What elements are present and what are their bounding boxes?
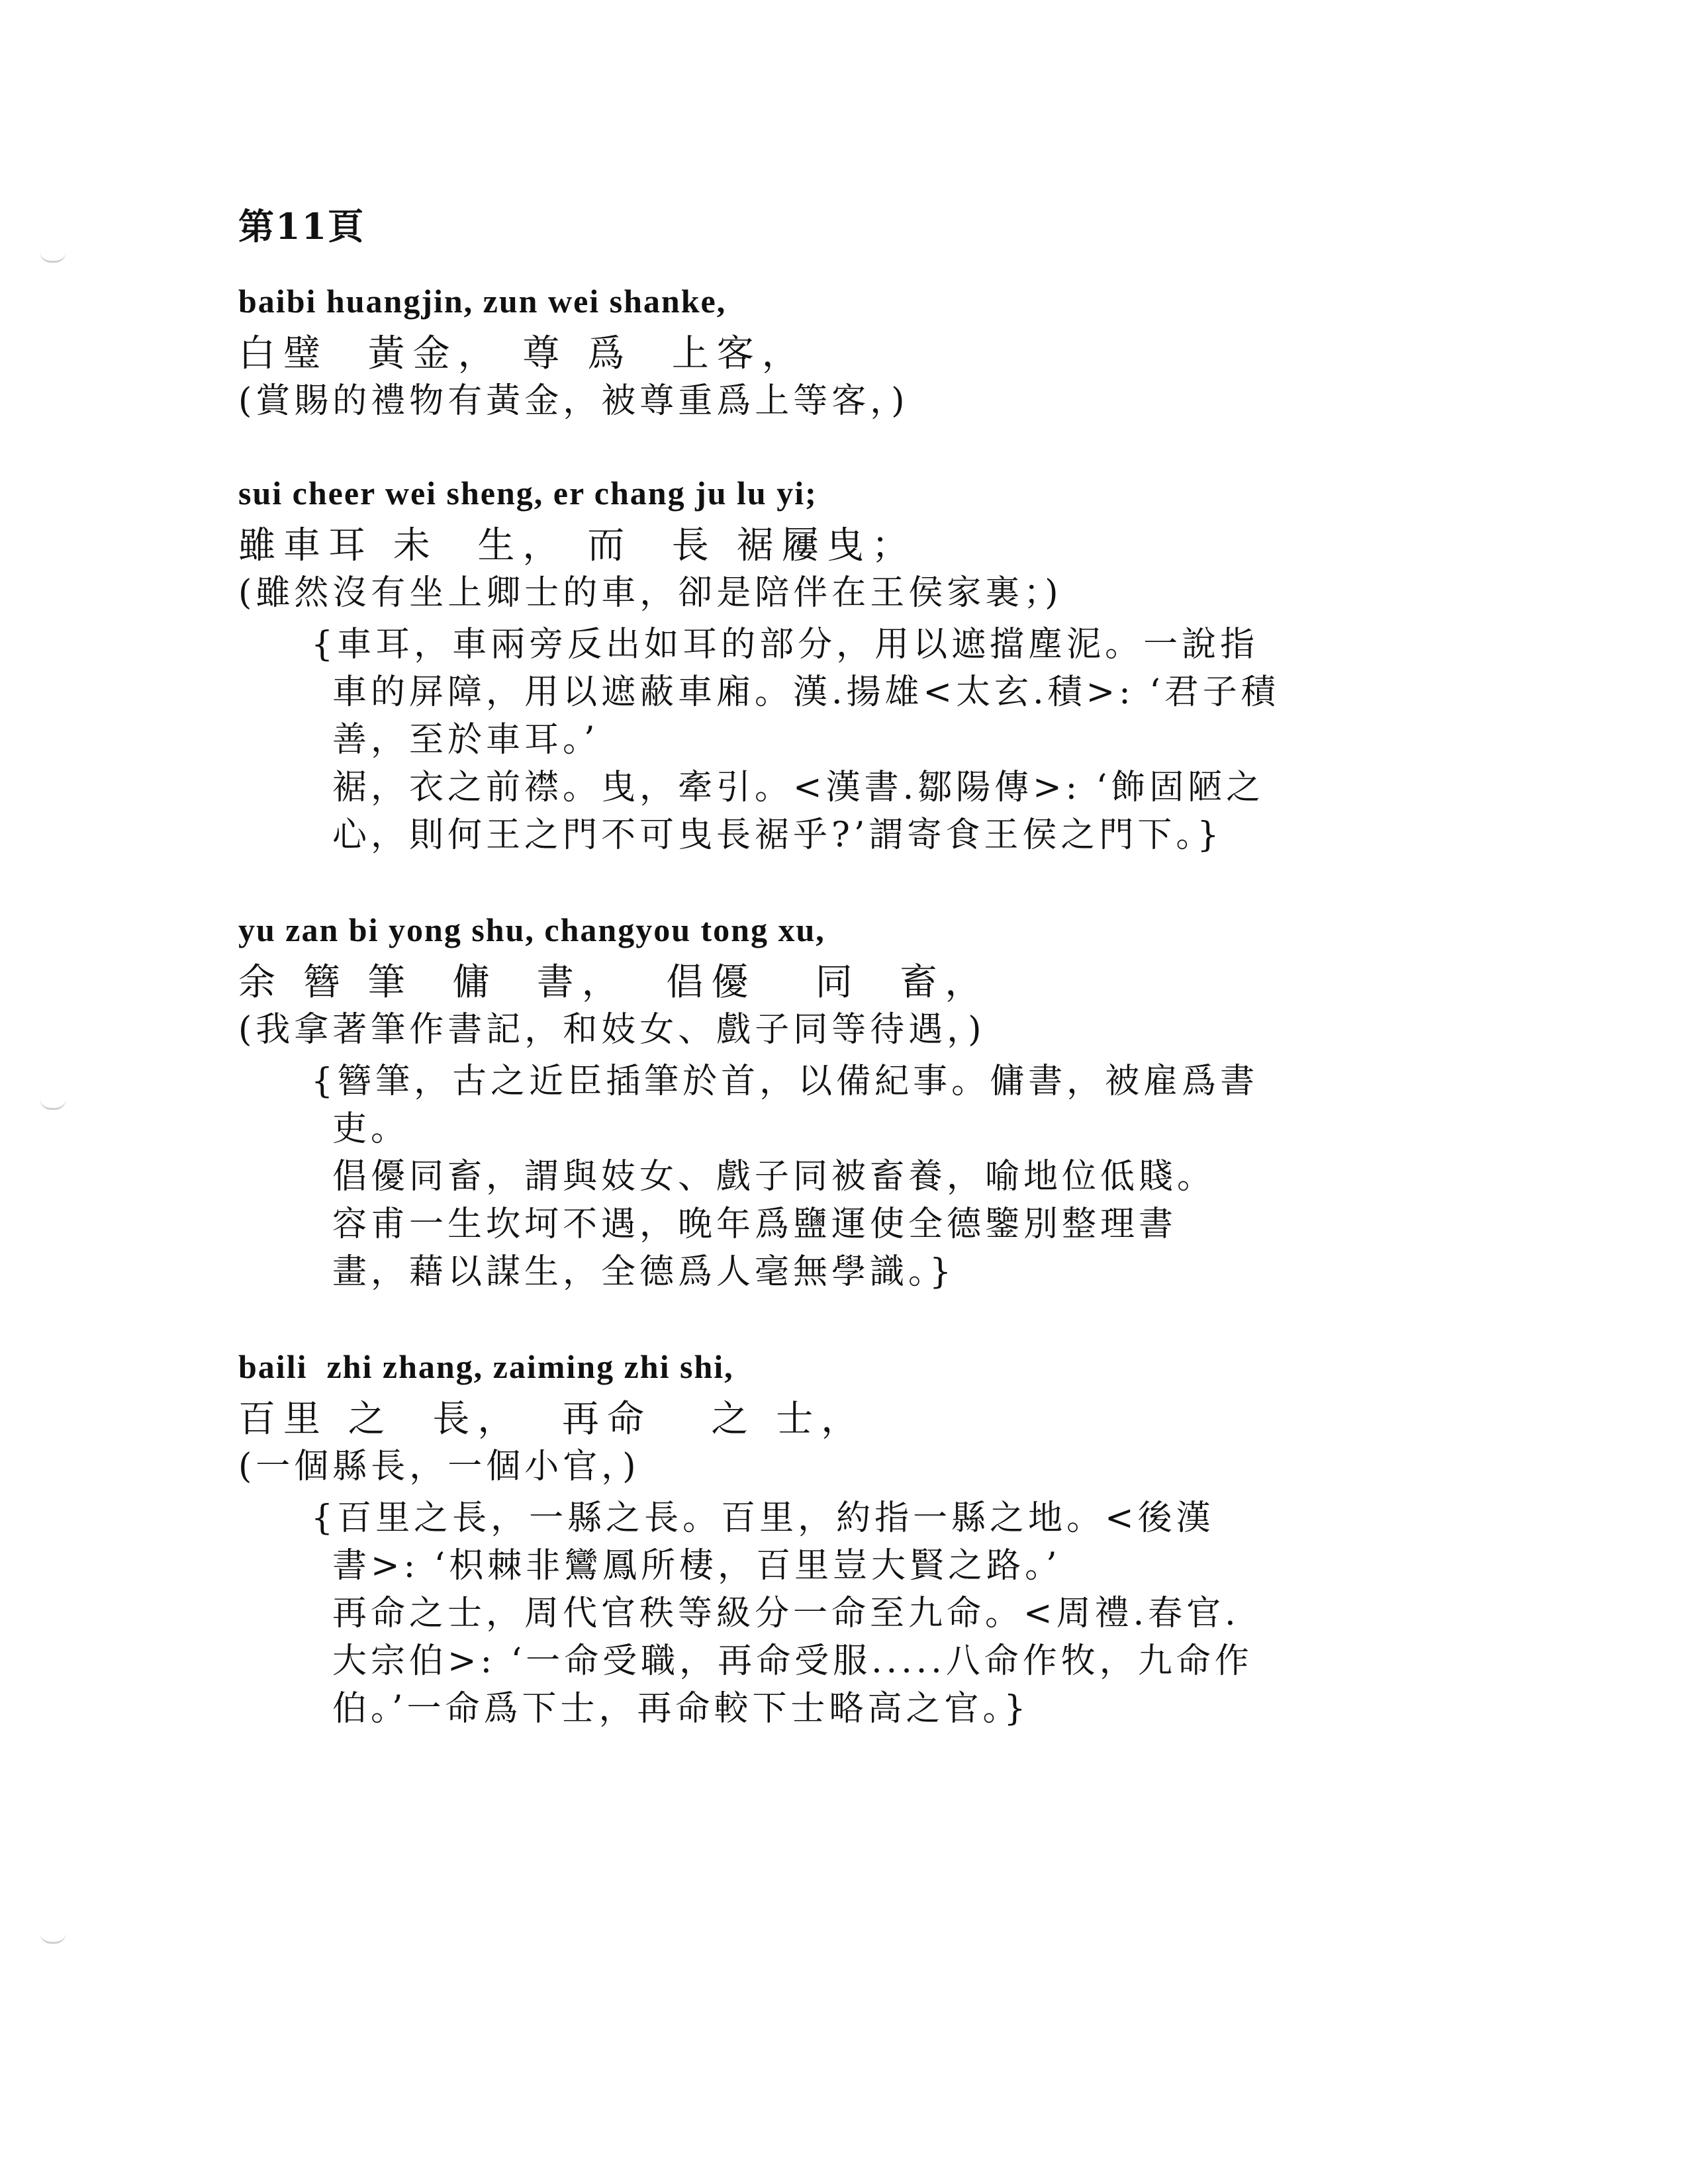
annotation-line: 容甫一生坎坷不遇，晚年爲鹽運使全德鑒別整理書 — [332, 1205, 1178, 1244]
page-header: 第11頁 — [238, 205, 365, 248]
annotation-line: 畫，藉以謀生，全德爲人毫無學識。} — [332, 1252, 956, 1292]
annotation-line: 伯。’一命爲下士，再命較下士略高之官。} — [332, 1689, 1030, 1729]
translation-line: (雖然沒有坐上卿士的車，卻是陪伴在王侯家裏；) — [238, 573, 1062, 613]
stanza-2 — [238, 463, 1496, 859]
stanza-3 — [238, 900, 1496, 1296]
stanza-4 — [238, 1337, 1496, 1733]
translation-line: (一個縣長，一個小官，) — [238, 1447, 640, 1486]
translation-line: (賞賜的禮物有黃金，被尊重爲上等客，) — [238, 381, 909, 421]
scan-mark — [40, 1933, 66, 1944]
annotation-block — [311, 621, 1496, 859]
hanzi-line: 余 簪 筆 傭 書， 倡優 同 畜， — [238, 961, 990, 1004]
pinyin-line: baili zhi zhang, zaiming zhi shi, — [238, 1348, 734, 1385]
annotation-line: 吏。 — [332, 1109, 410, 1149]
annotation-line: {簪筆，古之近臣插筆於首，以備紀事。傭書，被雇爲書 — [311, 1062, 1259, 1101]
pinyin-line: sui cheer wei sheng, er chang ju lu yi; — [238, 475, 818, 512]
annotation-line: 車的屏障，用以遮蔽車廂。漢.揚雄<太玄.積>: ‘君子積 — [332, 672, 1280, 712]
pinyin-line: baibi huangjin, zun wei shanke, — [238, 283, 727, 320]
hanzi-line: 雖車耳 未 生， 而 長 裾屨曳； — [238, 524, 917, 567]
scan-mark — [40, 1099, 66, 1110]
annotation-line: 心，則何王之門不可曳長裾乎?’謂寄食王侯之門下。} — [332, 815, 1223, 855]
annotation-line: 再命之士，周代官秩等級分一命至九命。<周禮.春官. — [332, 1594, 1240, 1633]
hanzi-line: 百里 之 長， 再命 之 士， — [238, 1398, 867, 1441]
annotation-line: 倡優同畜，謂與妓女、戲子同被畜養，喻地位低賤。 — [332, 1157, 1216, 1197]
annotation-line: 裾，衣之前襟。曳，牽引。<漢書.鄒陽傳>: ‘飾固陋之 — [332, 768, 1265, 807]
annotation-block — [311, 1494, 1496, 1733]
stanza-1 — [238, 271, 1496, 425]
translation-line: (我拿著筆作書記，和妓女、戲子同等待遇，) — [238, 1010, 986, 1050]
annotation-line: 書>: ‘枳棘非鸞鳳所棲，百里豈大賢之路。’ — [332, 1546, 1061, 1586]
annotation-line: {車耳，車兩旁反出如耳的部分，用以遮擋塵泥。一說指 — [311, 625, 1259, 664]
scan-mark — [40, 251, 66, 263]
hanzi-line: 白璧 黃金， 尊 爲 上客， — [238, 332, 807, 375]
annotation-block — [311, 1058, 1496, 1296]
annotation-line: {百里之長，一縣之長。百里，約指一縣之地。<後漢 — [311, 1498, 1215, 1538]
annotation-line: 大宗伯>: ‘一命受職，再命受服.....八命作牧，九命作 — [332, 1641, 1253, 1681]
pinyin-line: yu zan bi yong shu, changyou tong xu, — [238, 911, 825, 948]
annotation-line: 善，至於車耳。’ — [332, 720, 599, 760]
